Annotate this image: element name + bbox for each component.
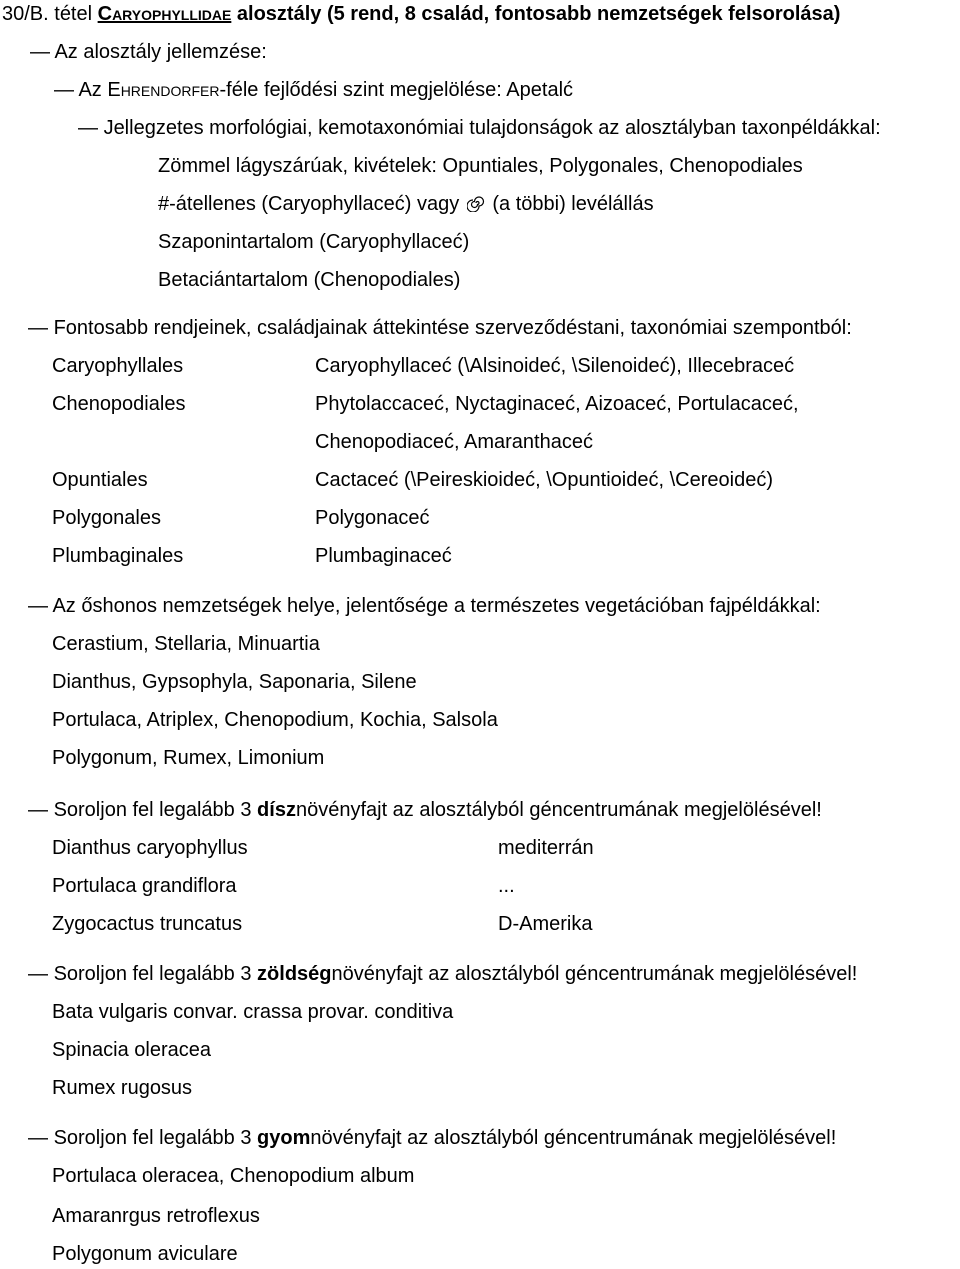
heading-bold-text: zöldség	[257, 963, 332, 985]
dash-bullet: —	[28, 799, 48, 821]
weed-heading	[28, 1126, 836, 1150]
title-number: 30/B. tétel	[2, 3, 98, 25]
ornamental-heading	[28, 798, 822, 822]
ehrendorfer-name: Ehrendorfer	[107, 79, 220, 101]
heading-text: Soroljon fel legalább 3	[53, 799, 258, 821]
list-item: Rumex rugosus	[52, 1077, 193, 1099]
species-origin: D-Amerika	[498, 913, 593, 935]
dash-bullet: —	[30, 41, 50, 63]
dash-bullet: —	[78, 117, 98, 139]
dash-bullet: —	[28, 595, 48, 617]
traits-heading	[78, 116, 881, 140]
ehrendorfer-prefix: Az	[78, 79, 108, 101]
order-families: Cactaceć (\Peireskioideć, \Opuntioideć, \Cereoideć)	[315, 469, 773, 491]
order-families: Polygonaceć	[315, 507, 430, 529]
trait-item	[158, 192, 654, 216]
order-name: Opuntiales	[52, 469, 148, 491]
trait-item: Szaponintartalom (Caryophyllaceć)	[158, 231, 470, 253]
heading-bold-text: dísz	[257, 799, 296, 821]
characterization-heading	[30, 40, 267, 64]
list-item: Spinacia oleracea	[52, 1039, 211, 1061]
order-families: Plumbaginaceć	[315, 545, 452, 567]
list-item: Portulaca oleracea, Chenopodium album	[52, 1165, 415, 1187]
order-name: Plumbaginales	[52, 545, 184, 567]
heading-text: növényfajt az alosztályból géncentrumának megjelölésével!	[331, 963, 858, 985]
list-item: Cerastium, Stellaria, Minuartia	[52, 633, 320, 655]
list-item: Bata vulgaris convar. crassa provar. conditiva	[52, 1001, 454, 1023]
ehrendorfer-suffix: -féle fejlődési szint megjelölése: Apetalć	[219, 79, 574, 101]
trait-item: Zömmel lágyszárúak, kivételek: Opuntiales, Polygonales, Chenopodiales	[158, 155, 803, 177]
traits-heading-text: Jellegzetes morfológiai, kemotaxonómiai tulajdonságok az alosztályban taxonpéldákkal:	[103, 117, 881, 139]
species-origin: mediterrán	[498, 837, 594, 859]
ehrendorfer-line	[54, 78, 573, 102]
dash-bullet: —	[28, 963, 48, 985]
characterization-heading-text: Az alosztály jellemzése:	[54, 41, 267, 63]
list-item: Amaranrgus retroflexus	[52, 1205, 260, 1227]
title-class-name: Caryophyllidae	[97, 3, 232, 25]
list-item: Portulaca, Atriplex, Chenopodium, Kochia, Salsola	[52, 709, 498, 731]
heading-text: Soroljon fel legalább 3	[53, 963, 258, 985]
list-item: Polygonum, Rumex, Limonium	[52, 747, 325, 769]
heading-bold-text: gyom	[257, 1127, 311, 1149]
page-title	[2, 2, 840, 26]
vegetable-heading	[28, 962, 857, 986]
species-name: Dianthus caryophyllus	[52, 837, 248, 859]
trait-text: #-átellenes (Caryophyllaceć) vagy	[158, 193, 460, 215]
order-families: Phytolaccaceć, Nyctaginaceć, Aizoaceć, Portulacaceć,	[315, 393, 799, 415]
order-families: Chenopodiaceć, Amaranthaceć	[315, 431, 593, 453]
dash-bullet: —	[54, 79, 74, 101]
order-name: Polygonales	[52, 507, 161, 529]
orders-heading	[28, 316, 852, 340]
trait-item: Betaciántartalom (Chenopodiales)	[158, 269, 461, 291]
heading-text: növényfajt az alosztályból géncentrumának megjelölésével!	[310, 1127, 837, 1149]
list-item: Polygonum aviculare	[52, 1243, 238, 1265]
native-heading-text: Az őshonos nemzetségek helye, jelentősége a természetes vegetációban fajpéldákkal:	[52, 595, 821, 617]
heading-text: növényfajt az alosztályból géncentrumának megjelölésével!	[295, 799, 822, 821]
species-origin: ...	[498, 875, 515, 897]
species-name: Portulaca grandiflora	[52, 875, 237, 897]
order-name: Chenopodiales	[52, 393, 186, 415]
dash-bullet: —	[28, 1127, 48, 1149]
native-heading	[28, 594, 821, 618]
list-item: Dianthus, Gypsophyla, Saponaria, Silene	[52, 671, 417, 693]
order-name: Caryophyllales	[52, 355, 184, 377]
dash-bullet: —	[28, 317, 48, 339]
species-name: Zygocactus truncatus	[52, 913, 243, 935]
orders-heading-text: Fontosabb rendjeinek, családjainak áttekintése szerveződéstani, taxonómiai szempontból:	[53, 317, 852, 339]
spiral-icon	[467, 194, 485, 212]
order-families: Caryophyllaceć (\Alsinoideć, \Silenoideć), Illecebraceć	[315, 355, 795, 377]
heading-text: Soroljon fel legalább 3	[53, 1127, 258, 1149]
title-rest: alosztály (5 rend, 8 család, fontosabb nemzetségek felsorolása)	[231, 3, 841, 25]
trait-text: (a többi) levélállás	[492, 193, 654, 215]
